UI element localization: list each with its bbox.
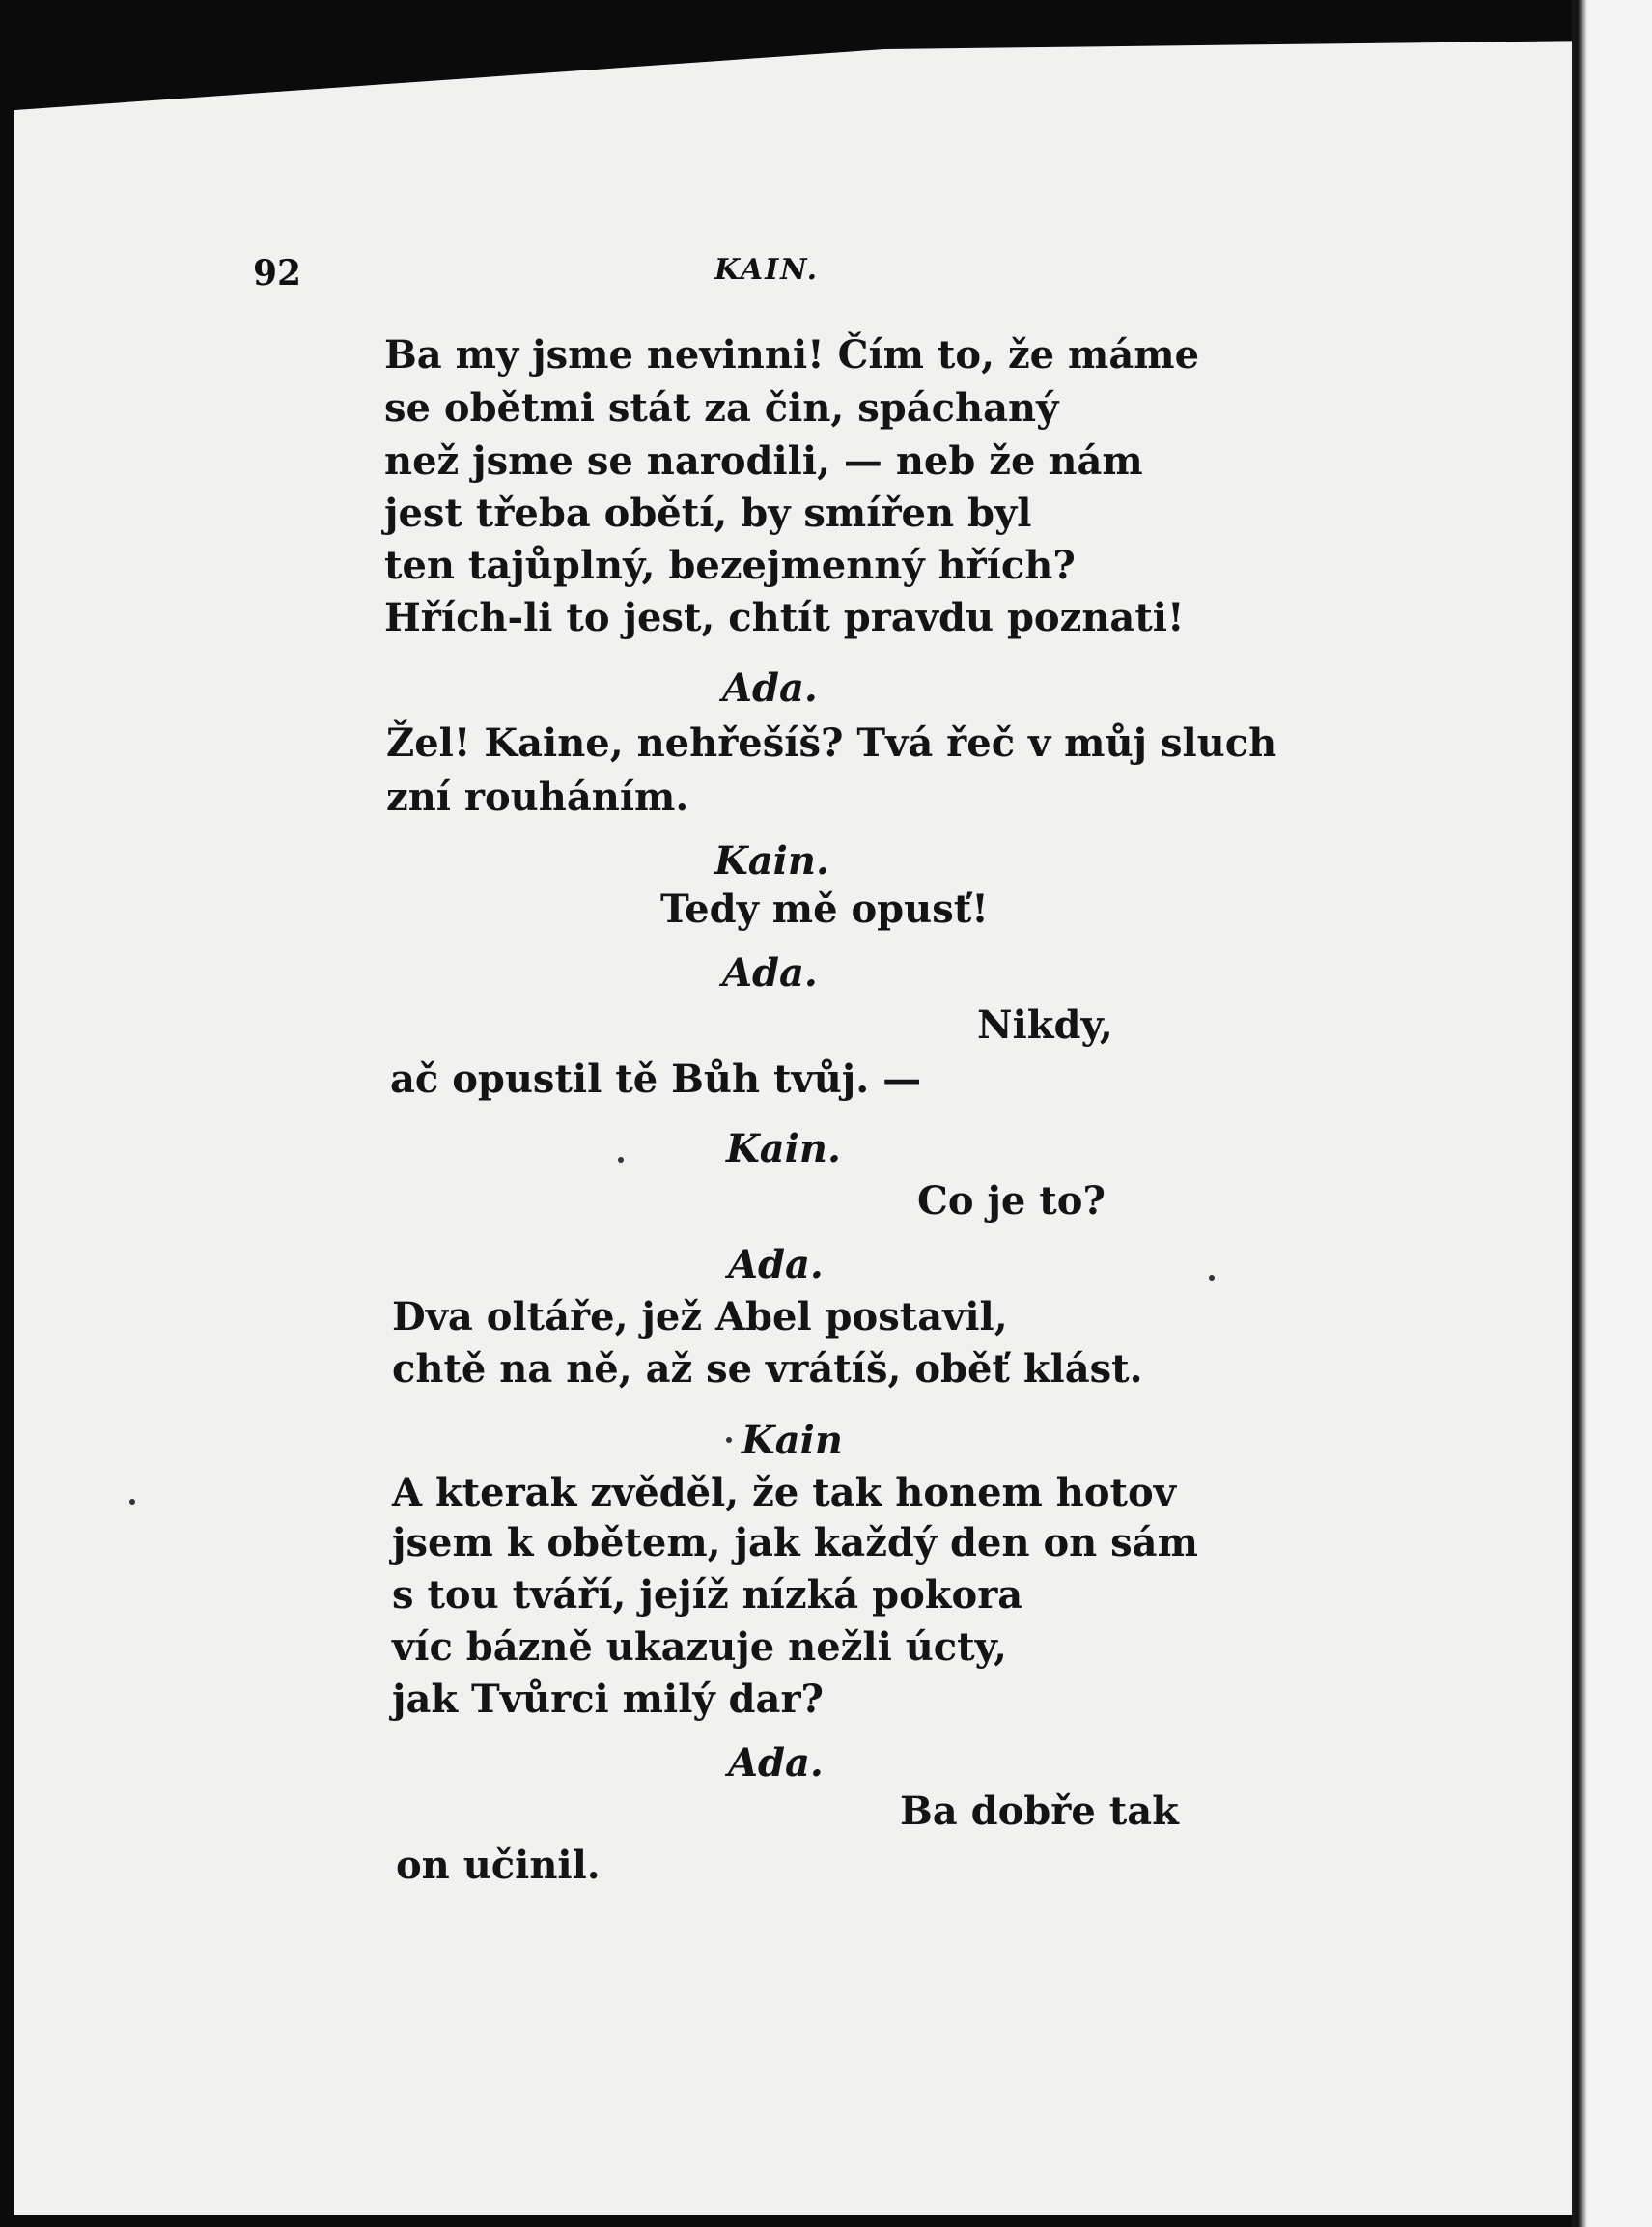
next-page-edge (1572, 0, 1652, 2227)
verse-line: Ba my jsme nevinni! Čím to, že máme (384, 332, 1200, 378)
verse-line: jak Tvůrci milý dar? (392, 1677, 824, 1722)
verse-line: Hřích-li to jest, chtít pravdu poznati! (384, 595, 1185, 640)
verse-line: s tou tváří, jejíž nízká pokora (392, 1572, 1023, 1618)
verse-line: ten tajůplný, bezejmenný hřích? (384, 543, 1076, 588)
ink-speck (618, 1157, 624, 1163)
verse-line: víc bázně ukazuje nežli úcty, (392, 1624, 1007, 1670)
ink-speck (129, 1499, 135, 1505)
verse-line: A kterak zvěděl, že tak honem hotov (392, 1470, 1176, 1515)
verse-line: ač opustil tě Bůh tvůj. — (390, 1057, 922, 1102)
ink-speck (726, 1437, 732, 1443)
speaker-name: Kain. (726, 1126, 841, 1171)
verse-line: Dva oltáře, jež Abel postavil, (392, 1294, 1008, 1339)
verse-line: on učinil. (396, 1843, 601, 1888)
verse-line: Co je to? (917, 1178, 1106, 1224)
speaker-name: Ada. (722, 665, 818, 711)
page-number: 92 (253, 253, 302, 294)
verse-line: Ba dobře tak (900, 1789, 1179, 1834)
speaker-name: Kain. (714, 838, 829, 884)
verse-line: Tedy mě opusť! (660, 887, 989, 932)
speaker-name: Kain (742, 1418, 843, 1463)
verse-line: Žel! Kaine, nehřešíš? Tvá řeč v můj sluch (386, 720, 1277, 766)
running-title: KAIN. (714, 253, 820, 287)
verse-line: zní rouháním. (386, 775, 689, 820)
verse-line: jsem k obětem, jak každý den on sám (392, 1520, 1198, 1565)
verse-line: Nikdy, (977, 1002, 1113, 1048)
verse-line: než jsme se narodili, — neb že nám (384, 438, 1143, 484)
speaker-name: Ada. (722, 950, 818, 996)
verse-line: se obětmi stát za čin, spáchaný (384, 385, 1059, 431)
speaker-name: Ada. (728, 1740, 824, 1786)
verse-line: jest třeba obětí, by smířen byl (384, 491, 1032, 536)
ink-speck (1209, 1275, 1215, 1281)
speaker-name: Ada. (728, 1242, 824, 1287)
verse-line: chtě na ně, až se vrátíš, oběť klást. (392, 1346, 1143, 1392)
